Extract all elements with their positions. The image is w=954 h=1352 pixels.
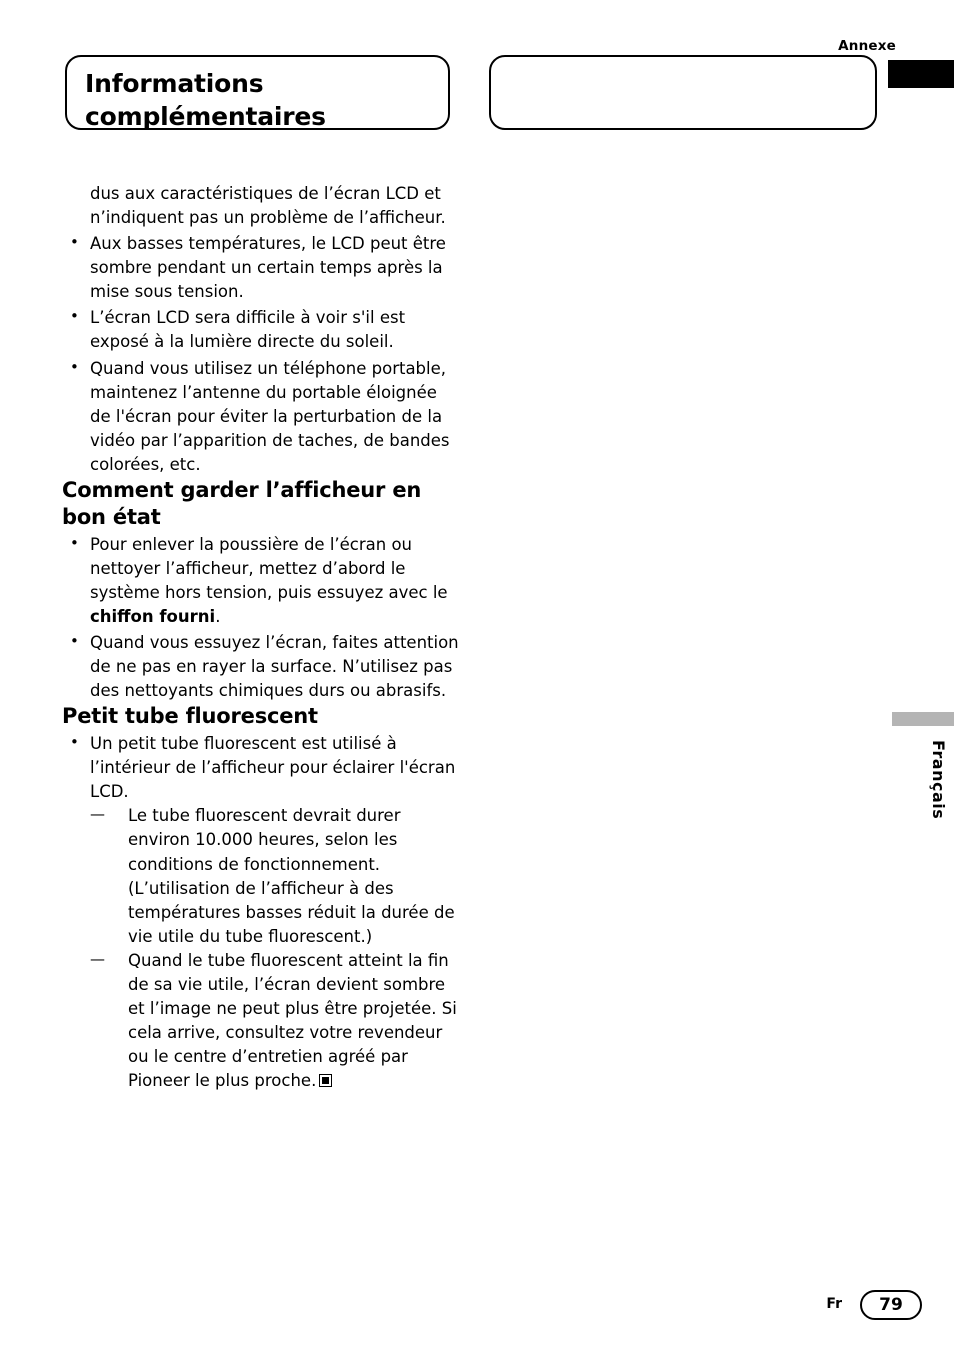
list-item xyxy=(62,533,462,629)
list-item xyxy=(90,949,462,1093)
page-title-line-1: Informations xyxy=(85,69,264,98)
fluorescent-tube-bullet-list xyxy=(62,732,462,804)
section-heading-fluorescent-tube: Petit tube fluorescent xyxy=(62,704,318,729)
page-title-line-2: complémentaires xyxy=(85,102,326,132)
header-black-tab-marker xyxy=(888,60,954,88)
side-tab-language-label: Français xyxy=(929,740,948,820)
empty-title-box-right xyxy=(489,55,877,130)
intro-bullet-list xyxy=(62,232,462,477)
section-heading-line-1: Comment garder l’afficheur en xyxy=(62,477,422,502)
fluorescent-tube-dash-list xyxy=(62,804,462,1093)
footer-language-code: Fr xyxy=(826,1296,842,1312)
bullet-text-pre: Pour enlever la poussière de l’écran ou nettoyer l’afficheur, mettez d’abord le système hors tension, puis essuyez avec le xyxy=(90,534,448,602)
header-annexe-label: Annexe xyxy=(838,38,896,54)
list-item: • Quand vous utilisez un téléphone portable, maintenez l’antenne du portable éloignée de l'écran pour éviter la perturbation de la vidéo par l’apparition de taches, de bandes colorées, etc. xyxy=(62,357,462,477)
section-heading-display-care xyxy=(62,477,462,531)
list-item: • Un petit tube fluorescent est utilisé à l’intérieur de l’afficheur pour éclairer l'écran LCD. xyxy=(62,732,462,804)
list-item: • L’écran LCD sera difficile à voir s'il est exposé à la lumière directe du soleil. xyxy=(62,306,462,354)
list-item: • Aux basses températures, le LCD peut être sombre pendant un certain temps après la mise sous tension. xyxy=(62,232,462,304)
left-column xyxy=(62,182,462,1093)
footer-page-number: 79 xyxy=(860,1290,922,1320)
continued-paragraph: dus aux caractéristiques de l’écran LCD et n’indiquent pas un problème de l’afficheur. xyxy=(90,184,446,228)
list-item: • Quand vous essuyez l’écran, faites attention de ne pas en rayer la surface. N’utilisez pas des nettoyants chimiques durs ou abrasifs. xyxy=(62,631,462,703)
bullet-text-bold: chiffon fourni xyxy=(90,606,216,626)
list-item: — Le tube fluorescent devrait durer environ 10.000 heures, selon les conditions de fonctionnement. (L’utilisation de l’afficheur à des températures basses réduit la durée de vie utile du tube fluorescent.) xyxy=(90,804,462,948)
side-tab-gray-marker xyxy=(892,712,954,726)
display-care-bullet-list xyxy=(62,533,462,704)
dash-item-text: Quand le tube fluorescent atteint la fin de sa vie utile, l’écran devient sombre et l’image ne peut plus être projetée. Si cela arrive, consultez votre revendeur ou le centre d’entretien agréé par Pioneer le plus proche. xyxy=(128,950,457,1091)
bullet-text-post: . xyxy=(215,606,221,626)
section-heading-line-2: bon état xyxy=(62,504,161,529)
end-of-section-square-icon xyxy=(319,1074,332,1087)
page-title-box xyxy=(65,55,450,130)
